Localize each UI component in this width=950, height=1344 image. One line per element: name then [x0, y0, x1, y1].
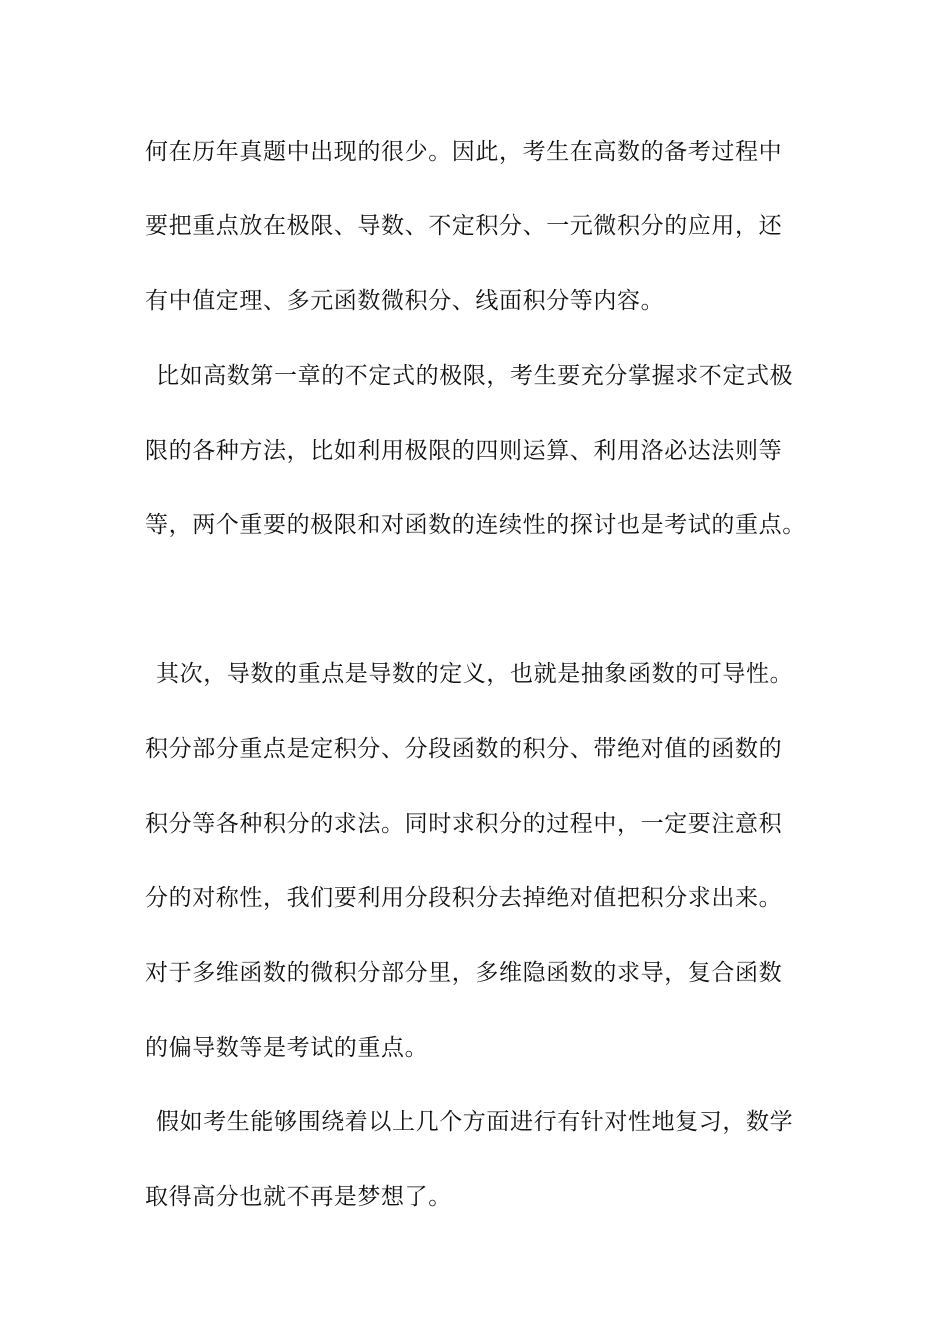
paragraph-line: 的偏导数等是考试的重点。 [145, 1035, 429, 1061]
paragraph-line: 对于多维函数的微积分部分里，多维隐函数的求导，复合函数 [145, 960, 783, 986]
paragraph-line: 假如考生能够围绕着以上几个方面进行有针对性地复习，数学 [156, 1109, 794, 1135]
paragraph-line: 取得高分也就不再是梦想了。 [145, 1184, 452, 1210]
paragraph-line: 要把重点放在极限、导数、不定积分、一元微积分的应用，还 [145, 213, 783, 239]
paragraph-line: 积分等各种积分的求法。同时求积分的过程中，一定要注意积 [145, 811, 783, 837]
paragraph-line: 何在历年真题中出现的很少。因此，考生在高数的备考过程中 [145, 139, 783, 165]
paragraph-line: 积分部分重点是定积分、分段函数的积分、带绝对值的函数的 [145, 736, 783, 762]
paragraph-line: 比如高数第一章的不定式的极限，考生要充分掌握求不定式极 [156, 363, 794, 389]
paragraph-line: 限的各种方法，比如利用极限的四则运算、利用洛必达法则等 [145, 438, 783, 464]
paragraph-line: 有中值定理、多元函数微积分、线面积分等内容。 [145, 288, 665, 314]
paragraph-line: 其次，导数的重点是导数的定义，也就是抽象函数的可导性。 [156, 661, 794, 687]
paragraph-line: 分的对称性，我们要利用分段积分去掉绝对值把积分求出来。 [145, 885, 783, 911]
paragraph-line: 等，两个重要的极限和对函数的连续性的探讨也是考试的重点。 [145, 512, 806, 538]
